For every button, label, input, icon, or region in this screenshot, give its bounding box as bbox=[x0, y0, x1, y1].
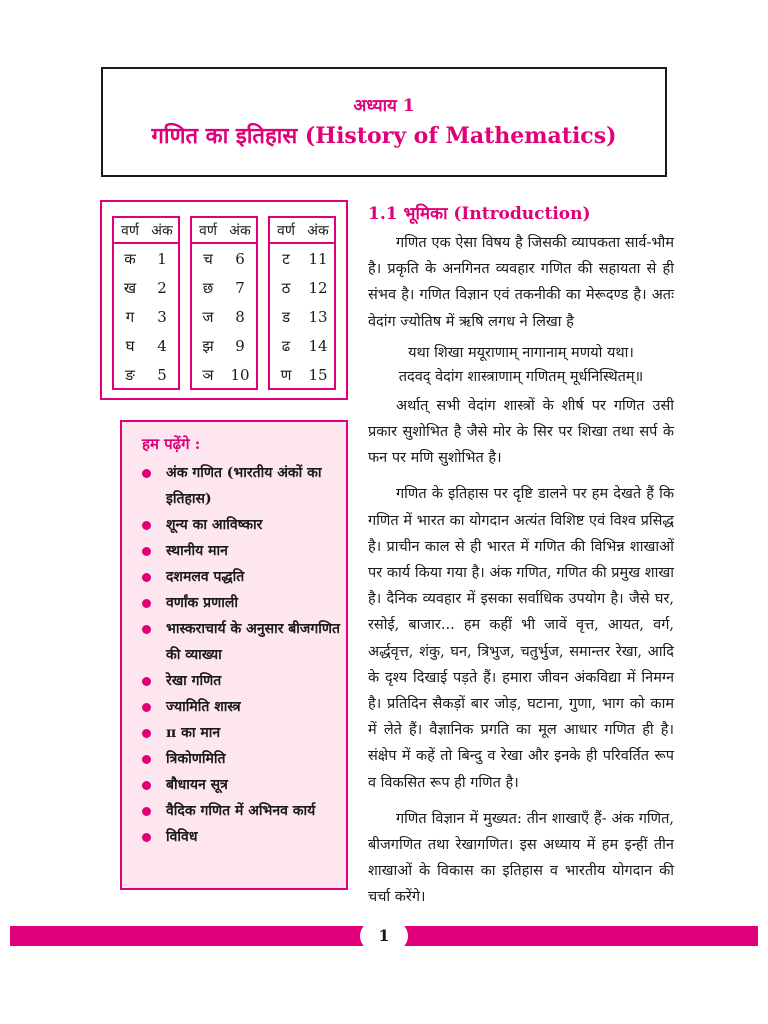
list-item bbox=[140, 590, 340, 616]
varna-letter: ख bbox=[123, 278, 137, 297]
varna-letter: ग bbox=[125, 307, 135, 326]
bullet-icon bbox=[142, 833, 151, 842]
list-item bbox=[140, 798, 340, 824]
varna-column-group-3 bbox=[268, 216, 336, 390]
varna-number: 10 bbox=[230, 365, 250, 384]
list-item bbox=[140, 564, 340, 590]
varna-number: 8 bbox=[235, 307, 245, 326]
varna-number: 11 bbox=[308, 249, 328, 268]
varna-row bbox=[114, 360, 178, 389]
list-item bbox=[140, 512, 340, 538]
list-item bbox=[140, 668, 340, 694]
varna-letter: ड bbox=[281, 307, 291, 326]
varna-letter: घ bbox=[125, 336, 135, 355]
varna-letter: ण bbox=[280, 365, 292, 384]
varna-col-label: वर्ण bbox=[121, 222, 139, 239]
section-heading: 1.1 भूमिका (Introduction) bbox=[368, 204, 591, 224]
varna-letter: झ bbox=[202, 336, 214, 355]
varna-row bbox=[192, 244, 256, 273]
varna-table bbox=[100, 200, 348, 400]
ank-col-label: अंक bbox=[307, 222, 329, 239]
varna-header bbox=[114, 218, 178, 244]
varna-row bbox=[270, 244, 334, 273]
learning-topics-box bbox=[120, 420, 348, 890]
bullet-icon bbox=[142, 521, 151, 530]
topic-label: π का मान bbox=[166, 725, 221, 741]
ank-col-label: अंक bbox=[229, 222, 251, 239]
varna-number: 5 bbox=[157, 365, 167, 384]
varna-row bbox=[270, 360, 334, 389]
paragraph: गणित विज्ञान में मुख्यत: तीन शाखाएँ हैं- अंक गणित, बीजगणित तथा रेखागणित। इस अध्याय में हम इन्हीं तीन शाखाओं के विकास का इतिहास व भारतीय योगदान की चर्चा करेंगे। bbox=[368, 810, 674, 906]
varna-column-group-2 bbox=[190, 216, 258, 390]
varna-col-label: वर्ण bbox=[277, 222, 295, 239]
bullet-icon bbox=[142, 703, 151, 712]
varna-number: 14 bbox=[308, 336, 328, 355]
varna-header bbox=[192, 218, 256, 244]
verse-line: तदवद् वेदांग शास्त्राणाम् गणितम् मूर्धनिस्थितम्॥ bbox=[398, 368, 644, 385]
varna-row bbox=[114, 244, 178, 273]
varna-number: 2 bbox=[157, 278, 167, 297]
sanskrit-verse bbox=[368, 341, 674, 389]
varna-number: 9 bbox=[235, 336, 245, 355]
introduction-section bbox=[368, 200, 674, 911]
varna-letter: ठ bbox=[281, 278, 291, 297]
varna-letter: क bbox=[124, 249, 136, 268]
list-item bbox=[140, 720, 340, 746]
chapter-title-box bbox=[101, 67, 667, 177]
varna-letter: ज bbox=[202, 307, 214, 326]
topic-label: रेखा गणित bbox=[166, 673, 222, 689]
topic-label: वर्णांक प्रणाली bbox=[166, 595, 238, 611]
varna-number: 3 bbox=[157, 307, 167, 326]
varna-row bbox=[270, 273, 334, 302]
topic-label: त्रिकोणमिति bbox=[166, 751, 226, 767]
paragraph: गणित एक ऐसा विषय है जिसकी व्यापकता सार्व-भौम है। प्रकृति के अनगिनत व्यवहार गणित की सहायता से ही संभव है। गणित विज्ञान एवं तकनीकी का मेरूदण्ड है। अतः वेदांग ज्योतिष में ऋषि लगध ने लिखा है bbox=[368, 235, 674, 330]
varna-number: 1 bbox=[157, 249, 167, 268]
varna-letter: ङ bbox=[125, 365, 135, 384]
varna-number: 15 bbox=[308, 365, 328, 384]
list-item bbox=[140, 694, 340, 720]
topic-label: विविध bbox=[166, 829, 198, 845]
paragraph: गणित के इतिहास पर दृष्टि डालने पर हम देखते हैं कि गणित में भारत का योगदान अत्यंत विशिष्ट एवं विश्व प्रसिद्ध है। प्राचीन काल से ही भारत में गणित की विभिन्न शाखाओं पर कार्य किया गया है। अंक गणित, गणित की प्रमुख शाखा है। दैनिक व्यवहार में इसका सर्वाधिक उपयोग है। जैसे घर, रसोई, बाजार... हम कहीं भी जावें वृत्त, आयत, वर्ग, अर्द्धवृत्त, शंकु, घन, त्रिभुज, चतुर्भुज, समान्तर रेखा, आदि के दृश्य दिखाई पड़ते हैं। हमारा जीवन अंकविद्या में निमग्न है। प्रतिदिन सैकड़ों बार जोड़, घटाना, गुणा, भाग को काम में लेते हैं। वैज्ञानिक प्रगति का मूल आधार गणित ही है। संक्षेप में कहें तो बिन्दु व रेखा और इनके ही परिवर्तित रूप व विकसित रूप ही गणित है। bbox=[368, 486, 674, 791]
ank-col-label: अंक bbox=[151, 222, 173, 239]
varna-number: 4 bbox=[157, 336, 167, 355]
topic-label: ज्यामिति शास्त्र bbox=[166, 699, 241, 715]
bullet-icon bbox=[142, 625, 151, 634]
topic-label: बौधायन सूत्र bbox=[166, 777, 228, 793]
bullet-icon bbox=[142, 599, 151, 608]
topic-label: स्थानीय मान bbox=[166, 543, 228, 559]
topic-label: शून्य का आविष्कार bbox=[166, 517, 263, 533]
varna-letter: च bbox=[203, 249, 213, 268]
list-item bbox=[140, 824, 340, 850]
varna-letter: ञ bbox=[202, 365, 214, 384]
varna-row bbox=[114, 331, 178, 360]
list-item bbox=[140, 746, 340, 772]
bullet-icon bbox=[142, 547, 151, 556]
varna-row bbox=[192, 273, 256, 302]
chapter-label: अध्याय 1 bbox=[353, 96, 415, 116]
learning-topics-list bbox=[140, 460, 340, 850]
varna-column-group-1 bbox=[112, 216, 180, 390]
bullet-icon bbox=[142, 469, 151, 478]
bullet-icon bbox=[142, 781, 151, 790]
bullet-icon bbox=[142, 677, 151, 686]
varna-letter: ट bbox=[282, 249, 290, 268]
bullet-icon bbox=[142, 807, 151, 816]
list-item bbox=[140, 538, 340, 564]
paragraph: अर्थात् सभी वेदांग शास्त्रों के शीर्ष पर गणित उसी प्रकार सुशोभित है जैसे मोर के सिर पर शिखा तथा सर्प के फन पर मणि सुशोभित है। bbox=[368, 397, 674, 467]
varna-col-label: वर्ण bbox=[199, 222, 217, 239]
list-item bbox=[140, 772, 340, 798]
varna-row bbox=[270, 331, 334, 360]
list-item bbox=[140, 616, 340, 668]
varna-letter: छ bbox=[202, 278, 214, 297]
varna-number: 6 bbox=[235, 249, 245, 268]
varna-row bbox=[192, 331, 256, 360]
varna-number: 7 bbox=[235, 278, 245, 297]
verse-line: यथा शिखा मयूराणाम् नागानाम् मणयो यथा। bbox=[408, 344, 634, 361]
topic-label: वैदिक गणित में अभिनव कार्य bbox=[166, 803, 316, 819]
varna-row bbox=[192, 302, 256, 331]
varna-letter: ढ bbox=[281, 336, 291, 355]
varna-row bbox=[192, 360, 256, 389]
bullet-icon bbox=[142, 755, 151, 764]
topic-label: अंक गणित (भारतीय अंकों का इतिहास) bbox=[166, 465, 322, 507]
topic-label: भास्कराचार्य के अनुसार बीजगणित की व्याख्या bbox=[166, 621, 340, 663]
chapter-title: गणित का इतिहास (History of Mathematics) bbox=[151, 123, 617, 149]
bullet-icon bbox=[142, 573, 151, 582]
page-number: 1 bbox=[360, 921, 408, 951]
topic-label: दशमलव पद्धति bbox=[166, 569, 245, 585]
list-item bbox=[140, 460, 340, 512]
varna-number: 13 bbox=[308, 307, 328, 326]
varna-number: 12 bbox=[308, 278, 328, 297]
varna-row bbox=[114, 273, 178, 302]
learning-topics-heading: हम पढ़ेंगे : bbox=[142, 435, 201, 453]
varna-row bbox=[114, 302, 178, 331]
varna-row bbox=[270, 302, 334, 331]
varna-header bbox=[270, 218, 334, 244]
bullet-icon bbox=[142, 729, 151, 738]
